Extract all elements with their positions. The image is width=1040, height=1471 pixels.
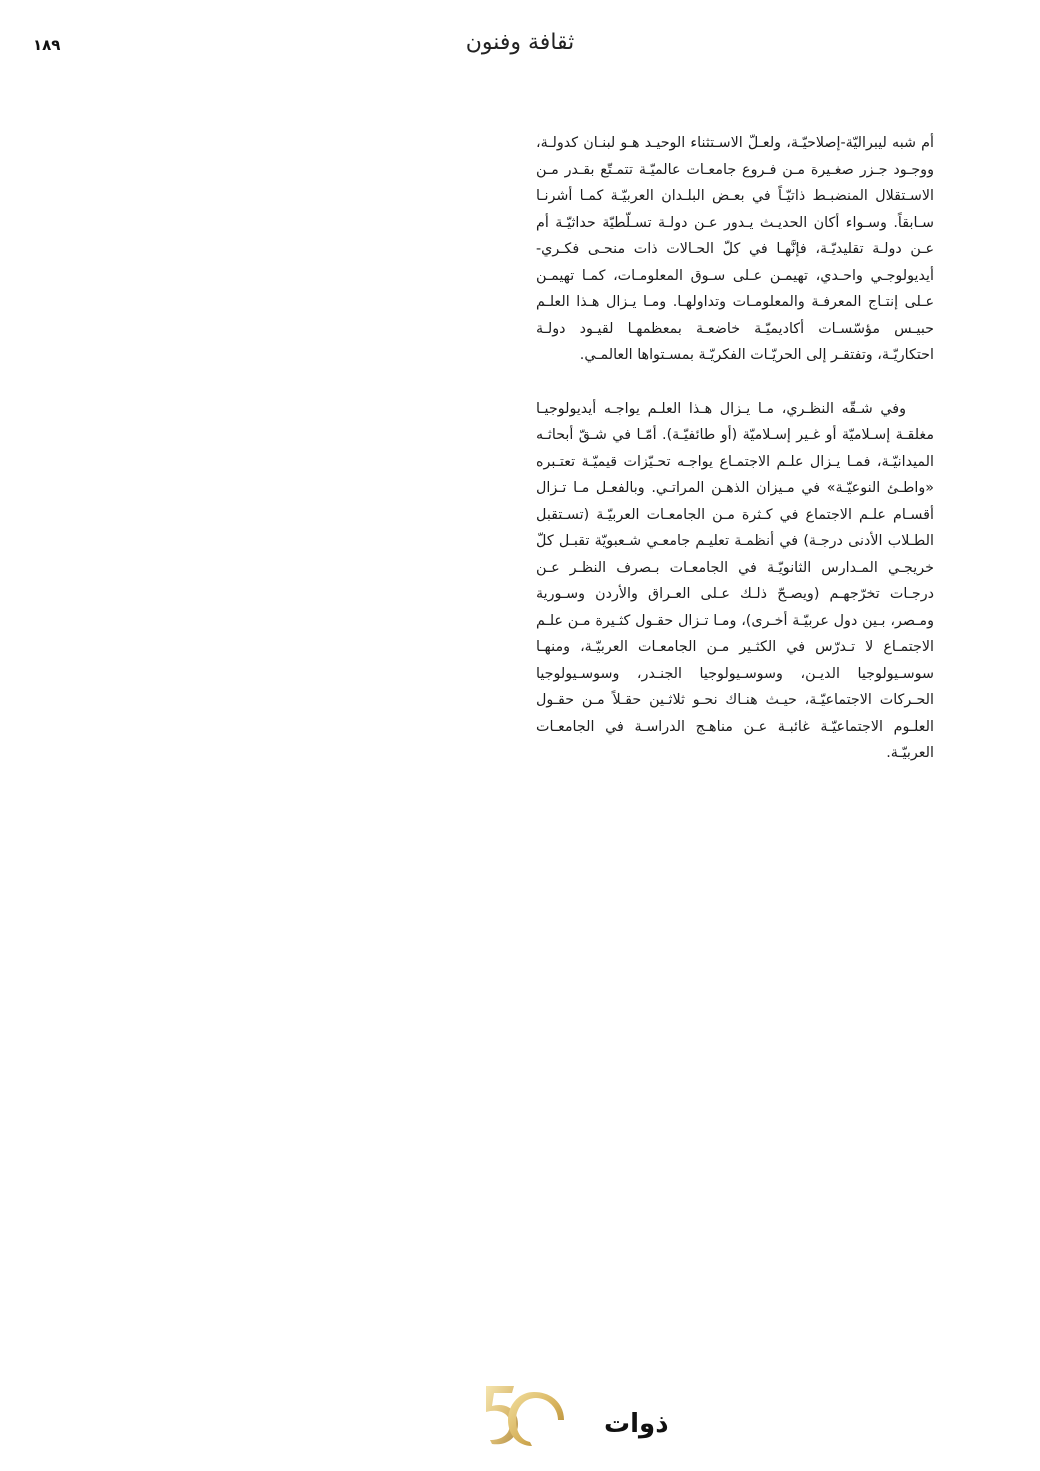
dhawat-50-logo <box>474 1380 669 1450</box>
article-body <box>536 130 934 767</box>
paragraph: وفي شـقّه النظـري، مـا يـزال هـذا العلـم يواجـه أيديولوجيـا مغلقـة إسـلاميّة أو غـير إسـلاميّة (أو طائفيّـة). أمّـا في شـقّ أبحاثـه الميدانيّـة، فمـا يـزال علـم الاجتمـاع يواجـه تحـيّزات قيميّـة تعتـبره «واطـئ النوعيّـة» في مـيزان الذهـن المراتـي. وبالفعـل مـا تـزال أقسـام علـم الاجتماع في كـثرة مـن الجامعـات العربيّـة (تسـتقبل الطـلاب الأدنى درجـة) في أنظمـة تعليـم جامعـي شـعبويّة تقبـل كلّ خريجـي المـدارس الثانويّـة في الجامعـات بـصرف النظـر عـن درجـات تخرّجهـم (ويصـحّ ذلـك عـلى العـراق والأردن وسـورية ومـصر، بـين دول عربيّـة أخـرى)، ومـا تـزال حقـول كثـيرة مـن علـم الاجتمـاع لا تـدرّس في الكثـير مـن الجامعـات العربيّـة، ومنهـا سوسـيولوجيا الديـن، وسوسـيولوجيا الجنـدر، وسوسـيولوجيا الحـركات الاجتماعيّـة، حيـث هنـاك نحـو ثلاثـين حقـلاً مـن حقـول العلـوم الاجتماعيّـة غائبـة عـن مناهـج الدراسـة في الجامعـات العربيّـة. <box>536 400 934 761</box>
section-title: ثقافة وفنون <box>465 30 575 55</box>
paragraph: أم شبه ليبراليّة-إصلاحيّـة، ولعـلّ الاسـتثناء الوحيـد هـو لبنـان كدولـة، ووجـود جـزر صغـيرة مـن فـروع جامعـات عالميّـة تتمـتّع بقـدر مـن الاسـتقلال المنضبـط ذاتيّـاً في بعـض البلـدان العربيّـة كمـا أشرنـا سـابقاً. وسـواء أكان الحديـث يـدور عـن دولـة تسـلّطيّة حداثيّـة أم عـن دولـة تقليديّـة، فإنَّهـا في كلّ الحـالات ذات منحـى فكـري-أيديولوجـي واحـدي، تهيمـن عـلى سـوق المعلومـات، كمـا تهيمـن عـلى إنتـاج المعرفـة والمعلومـات وتداولهـا. ومـا يـزال هـذا العلـم حبيـس مؤسّسـات أكاديميّـة خاضعـة بمعظمهـا لقيـود دولـة احتكاريّـة، وتفتقـر إلى الحريّـات الفكريّـة بمسـتواها العالمـي. <box>536 135 934 363</box>
page-number: ١٨٩ <box>33 36 61 54</box>
logo-wordmark: ذوات <box>604 1409 669 1439</box>
